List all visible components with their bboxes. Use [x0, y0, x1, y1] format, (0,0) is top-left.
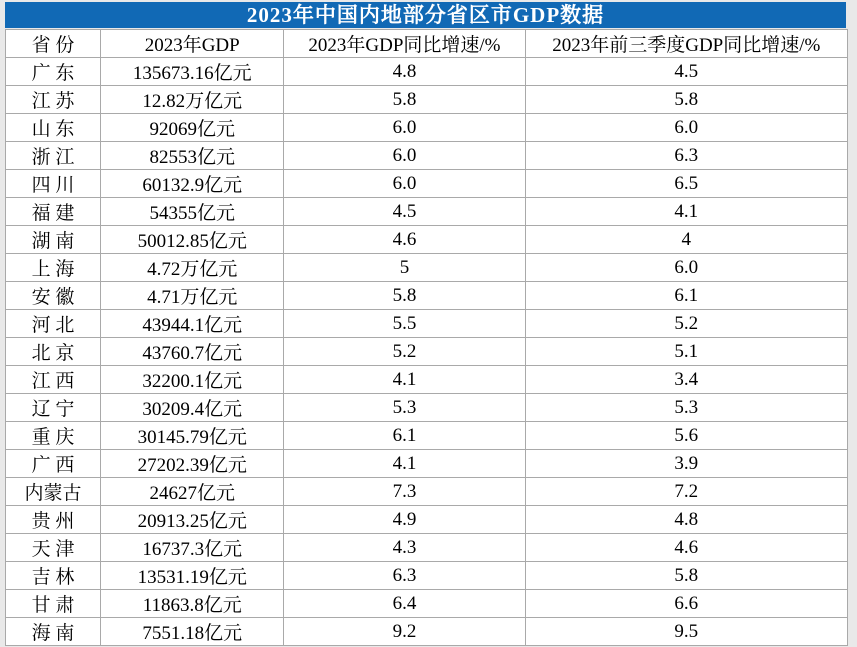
value-cell: 5.2 [284, 338, 525, 366]
value-cell: 24627亿元 [101, 478, 284, 506]
province-cell: 海 南 [6, 618, 101, 646]
value-cell: 6.0 [284, 114, 525, 142]
value-cell: 4.1 [284, 450, 525, 478]
province-cell: 江 西 [6, 366, 101, 394]
province-cell: 湖 南 [6, 226, 101, 254]
value-cell: 6.6 [525, 590, 847, 618]
value-cell: 27202.39亿元 [101, 450, 284, 478]
province-cell: 吉 林 [6, 562, 101, 590]
table-row [6, 226, 848, 254]
column-header-q3growth: 2023年前三季度GDP同比增速/% [525, 30, 847, 58]
value-cell: 9.2 [284, 618, 525, 646]
value-cell: 4.1 [525, 198, 847, 226]
table-row [6, 86, 848, 114]
table-row [6, 198, 848, 226]
value-cell: 4.9 [284, 506, 525, 534]
value-cell: 30145.79亿元 [101, 422, 284, 450]
gdp-table [5, 29, 848, 646]
value-cell: 6.1 [525, 282, 847, 310]
province-cell: 辽 宁 [6, 394, 101, 422]
province-cell: 江 苏 [6, 86, 101, 114]
value-cell: 6.4 [284, 590, 525, 618]
province-cell: 安 徽 [6, 282, 101, 310]
value-cell: 6.5 [525, 170, 847, 198]
table-row [6, 590, 848, 618]
table-row [6, 282, 848, 310]
value-cell: 7551.18亿元 [101, 618, 284, 646]
province-cell: 福 建 [6, 198, 101, 226]
value-cell: 4 [525, 226, 847, 254]
value-cell: 82553亿元 [101, 142, 284, 170]
province-cell: 浙 江 [6, 142, 101, 170]
table-row [6, 338, 848, 366]
value-cell: 4.5 [525, 58, 847, 86]
table-row [6, 114, 848, 142]
value-cell: 5.1 [525, 338, 847, 366]
value-cell: 92069亿元 [101, 114, 284, 142]
table-row [6, 422, 848, 450]
value-cell: 5.5 [284, 310, 525, 338]
value-cell: 50012.85亿元 [101, 226, 284, 254]
value-cell: 13531.19亿元 [101, 562, 284, 590]
province-cell: 天 津 [6, 534, 101, 562]
value-cell: 30209.4亿元 [101, 394, 284, 422]
value-cell: 6.3 [284, 562, 525, 590]
table-row [6, 142, 848, 170]
province-cell: 贵 州 [6, 506, 101, 534]
province-cell: 北 京 [6, 338, 101, 366]
column-header-province: 省 份 [6, 30, 101, 58]
value-cell: 5.3 [284, 394, 525, 422]
value-cell: 5.8 [525, 86, 847, 114]
value-cell: 5.8 [525, 562, 847, 590]
province-cell: 甘 肃 [6, 590, 101, 618]
value-cell: 32200.1亿元 [101, 366, 284, 394]
value-cell: 20913.25亿元 [101, 506, 284, 534]
table-title: 2023年中国内地部分省区市GDP数据 [246, 3, 605, 27]
table-row [6, 618, 848, 646]
table-row [6, 58, 848, 86]
table-row [6, 170, 848, 198]
table-row [6, 534, 848, 562]
column-header-growth: 2023年GDP同比增速/% [284, 30, 525, 58]
province-cell: 内蒙古 [6, 478, 101, 506]
table-row [6, 562, 848, 590]
table-row [6, 310, 848, 338]
value-cell: 6.0 [284, 170, 525, 198]
value-cell: 5.3 [525, 394, 847, 422]
value-cell: 12.82万亿元 [101, 86, 284, 114]
value-cell: 11863.8亿元 [101, 590, 284, 618]
province-cell: 广 西 [6, 450, 101, 478]
value-cell: 9.5 [525, 618, 847, 646]
table-body [6, 58, 848, 646]
value-cell: 4.3 [284, 534, 525, 562]
value-cell: 3.4 [525, 366, 847, 394]
table-row [6, 506, 848, 534]
province-cell: 上 海 [6, 254, 101, 282]
value-cell: 5.8 [284, 282, 525, 310]
value-cell: 43760.7亿元 [101, 338, 284, 366]
value-cell: 4.72万亿元 [101, 254, 284, 282]
table-row [6, 254, 848, 282]
column-header-gdp: 2023年GDP [101, 30, 284, 58]
province-cell: 山 东 [6, 114, 101, 142]
value-cell: 5.6 [525, 422, 847, 450]
value-cell: 135673.16亿元 [101, 58, 284, 86]
value-cell: 16737.3亿元 [101, 534, 284, 562]
value-cell: 4.6 [284, 226, 525, 254]
value-cell: 6.1 [284, 422, 525, 450]
table-row [6, 450, 848, 478]
province-cell: 四 川 [6, 170, 101, 198]
table-row [6, 478, 848, 506]
value-cell: 6.0 [284, 142, 525, 170]
value-cell: 7.3 [284, 478, 525, 506]
value-cell: 4.5 [284, 198, 525, 226]
province-cell: 河 北 [6, 310, 101, 338]
value-cell: 4.1 [284, 366, 525, 394]
value-cell: 6.0 [525, 114, 847, 142]
header-row [6, 30, 848, 58]
value-cell: 3.9 [525, 450, 847, 478]
table-row [6, 366, 848, 394]
value-cell: 6.3 [525, 142, 847, 170]
province-cell: 广 东 [6, 58, 101, 86]
value-cell: 60132.9亿元 [101, 170, 284, 198]
value-cell: 5.8 [284, 86, 525, 114]
value-cell: 4.6 [525, 534, 847, 562]
value-cell: 5 [284, 254, 525, 282]
table-row [6, 394, 848, 422]
value-cell: 54355亿元 [101, 198, 284, 226]
province-cell: 重 庆 [6, 422, 101, 450]
table-title-bar [5, 2, 846, 28]
value-cell: 6.0 [525, 254, 847, 282]
value-cell: 7.2 [525, 478, 847, 506]
value-cell: 5.2 [525, 310, 847, 338]
value-cell: 43944.1亿元 [101, 310, 284, 338]
value-cell: 4.71万亿元 [101, 282, 284, 310]
value-cell: 4.8 [525, 506, 847, 534]
value-cell: 4.8 [284, 58, 525, 86]
